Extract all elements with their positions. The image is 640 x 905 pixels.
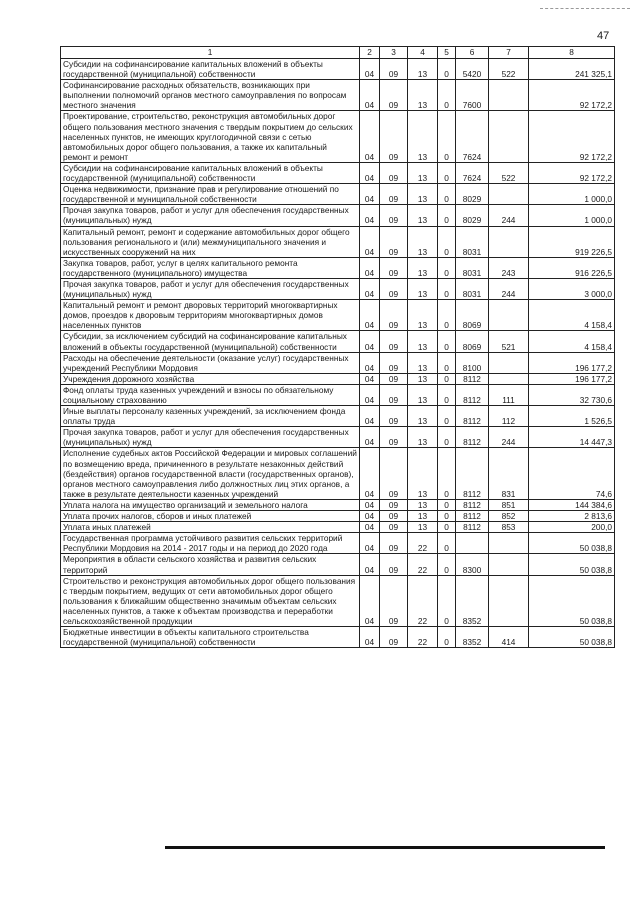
subprogram-code-cell: 0 <box>438 184 456 205</box>
expense-type-cell: 244 <box>489 205 529 226</box>
section-code-cell: 04 <box>360 406 380 427</box>
table-row <box>61 111 615 162</box>
article-code-cell: 7600 <box>456 80 489 111</box>
program-code-cell: 13 <box>408 499 438 510</box>
program-code-cell: 13 <box>408 278 438 299</box>
header-cell: 7 <box>489 47 529 59</box>
table-row <box>61 373 615 384</box>
table-row <box>61 575 615 626</box>
subprogram-code-cell: 0 <box>438 331 456 352</box>
subprogram-code-cell: 0 <box>438 427 456 448</box>
table-row <box>61 352 615 373</box>
table-row <box>61 80 615 111</box>
article-code-cell: 8069 <box>456 300 489 331</box>
subprogram-code-cell: 0 <box>438 373 456 384</box>
article-code-cell: 8112 <box>456 448 489 499</box>
subsection-code-cell: 09 <box>380 627 408 648</box>
header-cell: 4 <box>408 47 438 59</box>
program-code-cell: 13 <box>408 205 438 226</box>
program-code-cell: 13 <box>408 448 438 499</box>
section-code-cell: 04 <box>360 111 380 162</box>
program-code-cell: 22 <box>408 627 438 648</box>
section-code-cell: 04 <box>360 162 380 183</box>
table-row <box>61 59 615 80</box>
row-name-cell: Закупка товаров, работ, услуг в целях капитального ремонта государственного (муниципального) имущества <box>61 257 360 278</box>
amount-cell: 144 384,6 <box>529 499 615 510</box>
subsection-code-cell: 09 <box>380 448 408 499</box>
amount-cell: 1 000,0 <box>529 205 615 226</box>
article-code-cell <box>456 533 489 554</box>
table-header-row <box>61 47 615 59</box>
section-code-cell: 04 <box>360 448 380 499</box>
subsection-code-cell: 09 <box>380 162 408 183</box>
expense-type-cell <box>489 80 529 111</box>
subsection-code-cell: 09 <box>380 575 408 626</box>
row-name-cell: Субсидии на софинансирование капитальных вложений в объекты государственной (муниципальной) собственности <box>61 162 360 183</box>
row-name-cell: Прочая закупка товаров, работ и услуг для обеспечения государственных (муниципальных) нужд <box>61 205 360 226</box>
expense-type-cell: 522 <box>489 59 529 80</box>
expense-type-cell: 243 <box>489 257 529 278</box>
amount-cell: 14 447,3 <box>529 427 615 448</box>
article-code-cell: 8031 <box>456 226 489 257</box>
subprogram-code-cell: 0 <box>438 627 456 648</box>
amount-cell: 200,0 <box>529 522 615 533</box>
subprogram-code-cell: 0 <box>438 205 456 226</box>
article-code-cell: 8031 <box>456 257 489 278</box>
section-code-cell: 04 <box>360 226 380 257</box>
table-body <box>61 59 615 648</box>
header-cell: 1 <box>61 47 360 59</box>
subsection-code-cell: 09 <box>380 511 408 522</box>
section-code-cell: 04 <box>360 522 380 533</box>
article-code-cell: 8112 <box>456 511 489 522</box>
row-name-cell: Капитальный ремонт и ремонт дворовых территорий многоквартирных домов, проездов к дворовым территориям многоквартирных домов населенных пунктов <box>61 300 360 331</box>
table-row <box>61 499 615 510</box>
article-code-cell: 8112 <box>456 406 489 427</box>
expense-type-cell <box>489 373 529 384</box>
row-name-cell: Уплата прочих налогов, сборов и иных платежей <box>61 511 360 522</box>
section-code-cell: 04 <box>360 511 380 522</box>
subprogram-code-cell: 0 <box>438 522 456 533</box>
expense-type-cell: 851 <box>489 499 529 510</box>
row-name-cell: Строительство и реконструкция автомобильных дорог общего пользования с твердым покрытием, ведущих от сети автомобильных дорог общего пользования к ближайшим общественно значимым объектам сельских населенных пунктов, а также к объектам производства и переработки сельскохозяйственной продукции <box>61 575 360 626</box>
program-code-cell: 13 <box>408 300 438 331</box>
subprogram-code-cell: 0 <box>438 511 456 522</box>
row-name-cell: Софинансирование расходных обязательств, возникающих при выполнении полномочий органов местного самоуправления по вопросам местного значения <box>61 80 360 111</box>
subsection-code-cell: 09 <box>380 111 408 162</box>
scan-edge-mark <box>540 8 630 10</box>
article-code-cell: 8100 <box>456 352 489 373</box>
expense-type-cell <box>489 226 529 257</box>
table-row <box>61 384 615 405</box>
amount-cell: 92 172,2 <box>529 162 615 183</box>
page-number: 47 <box>597 30 610 42</box>
subprogram-code-cell: 0 <box>438 448 456 499</box>
program-code-cell: 13 <box>408 80 438 111</box>
subsection-code-cell: 09 <box>380 499 408 510</box>
table-row <box>61 205 615 226</box>
subsection-code-cell: 09 <box>380 59 408 80</box>
program-code-cell: 13 <box>408 427 438 448</box>
subprogram-code-cell: 0 <box>438 111 456 162</box>
row-name-cell: Учреждения дорожного хозяйства <box>61 373 360 384</box>
row-name-cell: Субсидии, за исключением субсидий на софинансирование капитальных вложений в объекты государственной (муниципальной) собственности <box>61 331 360 352</box>
amount-cell: 50 038,8 <box>529 533 615 554</box>
subsection-code-cell: 09 <box>380 352 408 373</box>
amount-cell: 32 730,6 <box>529 384 615 405</box>
article-code-cell: 8112 <box>456 384 489 405</box>
expense-type-cell <box>489 533 529 554</box>
table-row <box>61 278 615 299</box>
table-row <box>61 257 615 278</box>
amount-cell: 919 226,5 <box>529 226 615 257</box>
section-code-cell: 04 <box>360 373 380 384</box>
row-name-cell: Расходы на обеспечение деятельности (оказание услуг) государственных учреждений Республики Мордовия <box>61 352 360 373</box>
amount-cell: 50 038,8 <box>529 627 615 648</box>
section-code-cell: 04 <box>360 384 380 405</box>
article-code-cell: 7624 <box>456 111 489 162</box>
program-code-cell: 13 <box>408 59 438 80</box>
row-name-cell: Оценка недвижимости, признание прав и регулирование отношений по государственной и муниципальной собственности <box>61 184 360 205</box>
program-code-cell: 13 <box>408 226 438 257</box>
subsection-code-cell: 09 <box>380 257 408 278</box>
amount-cell: 4 158,4 <box>529 300 615 331</box>
amount-cell: 241 325,1 <box>529 59 615 80</box>
subsection-code-cell: 09 <box>380 554 408 575</box>
program-code-cell: 13 <box>408 162 438 183</box>
section-code-cell: 04 <box>360 59 380 80</box>
table-row <box>61 406 615 427</box>
table-row <box>61 331 615 352</box>
row-name-cell: Прочая закупка товаров, работ и услуг для обеспечения государственных (муниципальных) нужд <box>61 278 360 299</box>
amount-cell: 74,6 <box>529 448 615 499</box>
amount-cell: 196 177,2 <box>529 373 615 384</box>
subprogram-code-cell: 0 <box>438 352 456 373</box>
amount-cell: 3 000,0 <box>529 278 615 299</box>
program-code-cell: 22 <box>408 554 438 575</box>
article-code-cell: 5420 <box>456 59 489 80</box>
row-name-cell: Мероприятия в области сельского хозяйства и развития сельских территорий <box>61 554 360 575</box>
expense-type-cell: 111 <box>489 384 529 405</box>
program-code-cell: 13 <box>408 257 438 278</box>
section-code-cell: 04 <box>360 427 380 448</box>
subprogram-code-cell: 0 <box>438 226 456 257</box>
table-row <box>61 184 615 205</box>
subprogram-code-cell: 0 <box>438 80 456 111</box>
section-code-cell: 04 <box>360 352 380 373</box>
section-code-cell: 04 <box>360 184 380 205</box>
article-code-cell: 7624 <box>456 162 489 183</box>
table-row <box>61 226 615 257</box>
subsection-code-cell: 09 <box>380 205 408 226</box>
amount-cell: 50 038,8 <box>529 554 615 575</box>
section-code-cell: 04 <box>360 533 380 554</box>
program-code-cell: 13 <box>408 522 438 533</box>
header-cell: 3 <box>380 47 408 59</box>
expense-type-cell <box>489 111 529 162</box>
subprogram-code-cell: 0 <box>438 300 456 331</box>
article-code-cell: 8352 <box>456 575 489 626</box>
row-name-cell: Уплата налога на имущество организаций и земельного налога <box>61 499 360 510</box>
table-row <box>61 533 615 554</box>
program-code-cell: 13 <box>408 511 438 522</box>
table-row <box>61 427 615 448</box>
row-name-cell: Исполнение судебных актов Российской Федерации и мировых соглашений по возмещению вреда, причиненного в результате незаконных действий (бездействия) органов государственной власти (государственных органов), органов местного самоуправления либо должностных лиц этих органов, а также в результате деятельности казенных учреждений <box>61 448 360 499</box>
subprogram-code-cell: 0 <box>438 384 456 405</box>
subsection-code-cell: 09 <box>380 427 408 448</box>
subsection-code-cell: 09 <box>380 278 408 299</box>
article-code-cell: 8029 <box>456 184 489 205</box>
row-name-cell: Субсидии на софинансирование капитальных вложений в объекты государственной (муниципальной) собственности <box>61 59 360 80</box>
budget-table <box>60 46 615 648</box>
row-name-cell: Фонд оплаты труда казенных учреждений и взносы по обязательному социальному страхованию <box>61 384 360 405</box>
table-row <box>61 511 615 522</box>
header-cell: 8 <box>529 47 615 59</box>
subsection-code-cell: 09 <box>380 406 408 427</box>
expense-type-cell: 244 <box>489 278 529 299</box>
program-code-cell: 13 <box>408 373 438 384</box>
row-name-cell: Уплата иных платежей <box>61 522 360 533</box>
section-code-cell: 04 <box>360 278 380 299</box>
program-code-cell: 13 <box>408 384 438 405</box>
subsection-code-cell: 09 <box>380 331 408 352</box>
row-name-cell: Бюджетные инвестиции в объекты капитального строительства государственной (муниципальной) собственности <box>61 627 360 648</box>
amount-cell: 92 172,2 <box>529 111 615 162</box>
subprogram-code-cell: 0 <box>438 257 456 278</box>
subprogram-code-cell: 0 <box>438 499 456 510</box>
program-code-cell: 22 <box>408 575 438 626</box>
section-code-cell: 04 <box>360 554 380 575</box>
expense-type-cell <box>489 352 529 373</box>
subprogram-code-cell: 0 <box>438 554 456 575</box>
amount-cell: 92 172,2 <box>529 80 615 111</box>
header-cell: 6 <box>456 47 489 59</box>
table-row <box>61 522 615 533</box>
section-code-cell: 04 <box>360 300 380 331</box>
amount-cell: 2 813,6 <box>529 511 615 522</box>
amount-cell: 1 000,0 <box>529 184 615 205</box>
program-code-cell: 13 <box>408 184 438 205</box>
amount-cell: 916 226,5 <box>529 257 615 278</box>
article-code-cell: 8300 <box>456 554 489 575</box>
subprogram-code-cell: 0 <box>438 406 456 427</box>
amount-cell: 196 177,2 <box>529 352 615 373</box>
program-code-cell: 13 <box>408 331 438 352</box>
program-code-cell: 13 <box>408 111 438 162</box>
expense-type-cell: 831 <box>489 448 529 499</box>
section-code-cell: 04 <box>360 499 380 510</box>
article-code-cell: 8112 <box>456 522 489 533</box>
expense-type-cell <box>489 184 529 205</box>
subprogram-code-cell: 0 <box>438 278 456 299</box>
amount-cell: 4 158,4 <box>529 331 615 352</box>
subprogram-code-cell: 0 <box>438 162 456 183</box>
program-code-cell: 22 <box>408 533 438 554</box>
table-row <box>61 300 615 331</box>
article-code-cell: 8352 <box>456 627 489 648</box>
expense-type-cell: 522 <box>489 162 529 183</box>
subsection-code-cell: 09 <box>380 384 408 405</box>
section-code-cell: 04 <box>360 627 380 648</box>
expense-type-cell <box>489 300 529 331</box>
expense-type-cell <box>489 575 529 626</box>
row-name-cell: Государственная программа устойчивого развития сельских территорий Республики Мордовия на 2014 - 2017 годы и на период до 2020 года <box>61 533 360 554</box>
table-row <box>61 448 615 499</box>
row-name-cell: Проектирование, строительство, реконструкция автомобильных дорог общего пользования местного значения с твердым покрытием до сельских населенных пунктов, не имеющих круглогодичной связи с сетью автомобильных дорог общего пользования, а также их капитальный ремонт и ремонт <box>61 111 360 162</box>
amount-cell: 1 526,5 <box>529 406 615 427</box>
table-row <box>61 162 615 183</box>
section-code-cell: 04 <box>360 575 380 626</box>
subsection-code-cell: 09 <box>380 373 408 384</box>
header-cell: 5 <box>438 47 456 59</box>
article-code-cell: 8112 <box>456 373 489 384</box>
program-code-cell: 13 <box>408 406 438 427</box>
expense-type-cell: 852 <box>489 511 529 522</box>
subprogram-code-cell: 0 <box>438 533 456 554</box>
subsection-code-cell: 09 <box>380 300 408 331</box>
expense-type-cell: 414 <box>489 627 529 648</box>
article-code-cell: 8112 <box>456 499 489 510</box>
section-code-cell: 04 <box>360 257 380 278</box>
section-code-cell: 04 <box>360 80 380 111</box>
article-code-cell: 8069 <box>456 331 489 352</box>
row-name-cell: Капитальный ремонт, ремонт и содержание автомобильных дорог общего пользования регионального и (или) межмуниципального значения и искусственных сооружений на них <box>61 226 360 257</box>
section-code-cell: 04 <box>360 205 380 226</box>
amount-cell: 50 038,8 <box>529 575 615 626</box>
row-name-cell: Иные выплаты персоналу казенных учреждений, за исключением фонда оплаты труда <box>61 406 360 427</box>
subsection-code-cell: 09 <box>380 533 408 554</box>
program-code-cell: 13 <box>408 352 438 373</box>
row-name-cell: Прочая закупка товаров, работ и услуг для обеспечения государственных (муниципальных) нужд <box>61 427 360 448</box>
article-code-cell: 8029 <box>456 205 489 226</box>
subprogram-code-cell: 0 <box>438 575 456 626</box>
subsection-code-cell: 09 <box>380 226 408 257</box>
header-cell: 2 <box>360 47 380 59</box>
table-row <box>61 627 615 648</box>
subsection-code-cell: 09 <box>380 184 408 205</box>
expense-type-cell <box>489 554 529 575</box>
article-code-cell: 8112 <box>456 427 489 448</box>
table-row <box>61 554 615 575</box>
expense-type-cell: 521 <box>489 331 529 352</box>
article-code-cell: 8031 <box>456 278 489 299</box>
section-code-cell: 04 <box>360 331 380 352</box>
expense-type-cell: 244 <box>489 427 529 448</box>
subsection-code-cell: 09 <box>380 522 408 533</box>
footer-rule <box>165 846 605 849</box>
expense-type-cell: 112 <box>489 406 529 427</box>
expense-type-cell: 853 <box>489 522 529 533</box>
subprogram-code-cell: 0 <box>438 59 456 80</box>
subsection-code-cell: 09 <box>380 80 408 111</box>
